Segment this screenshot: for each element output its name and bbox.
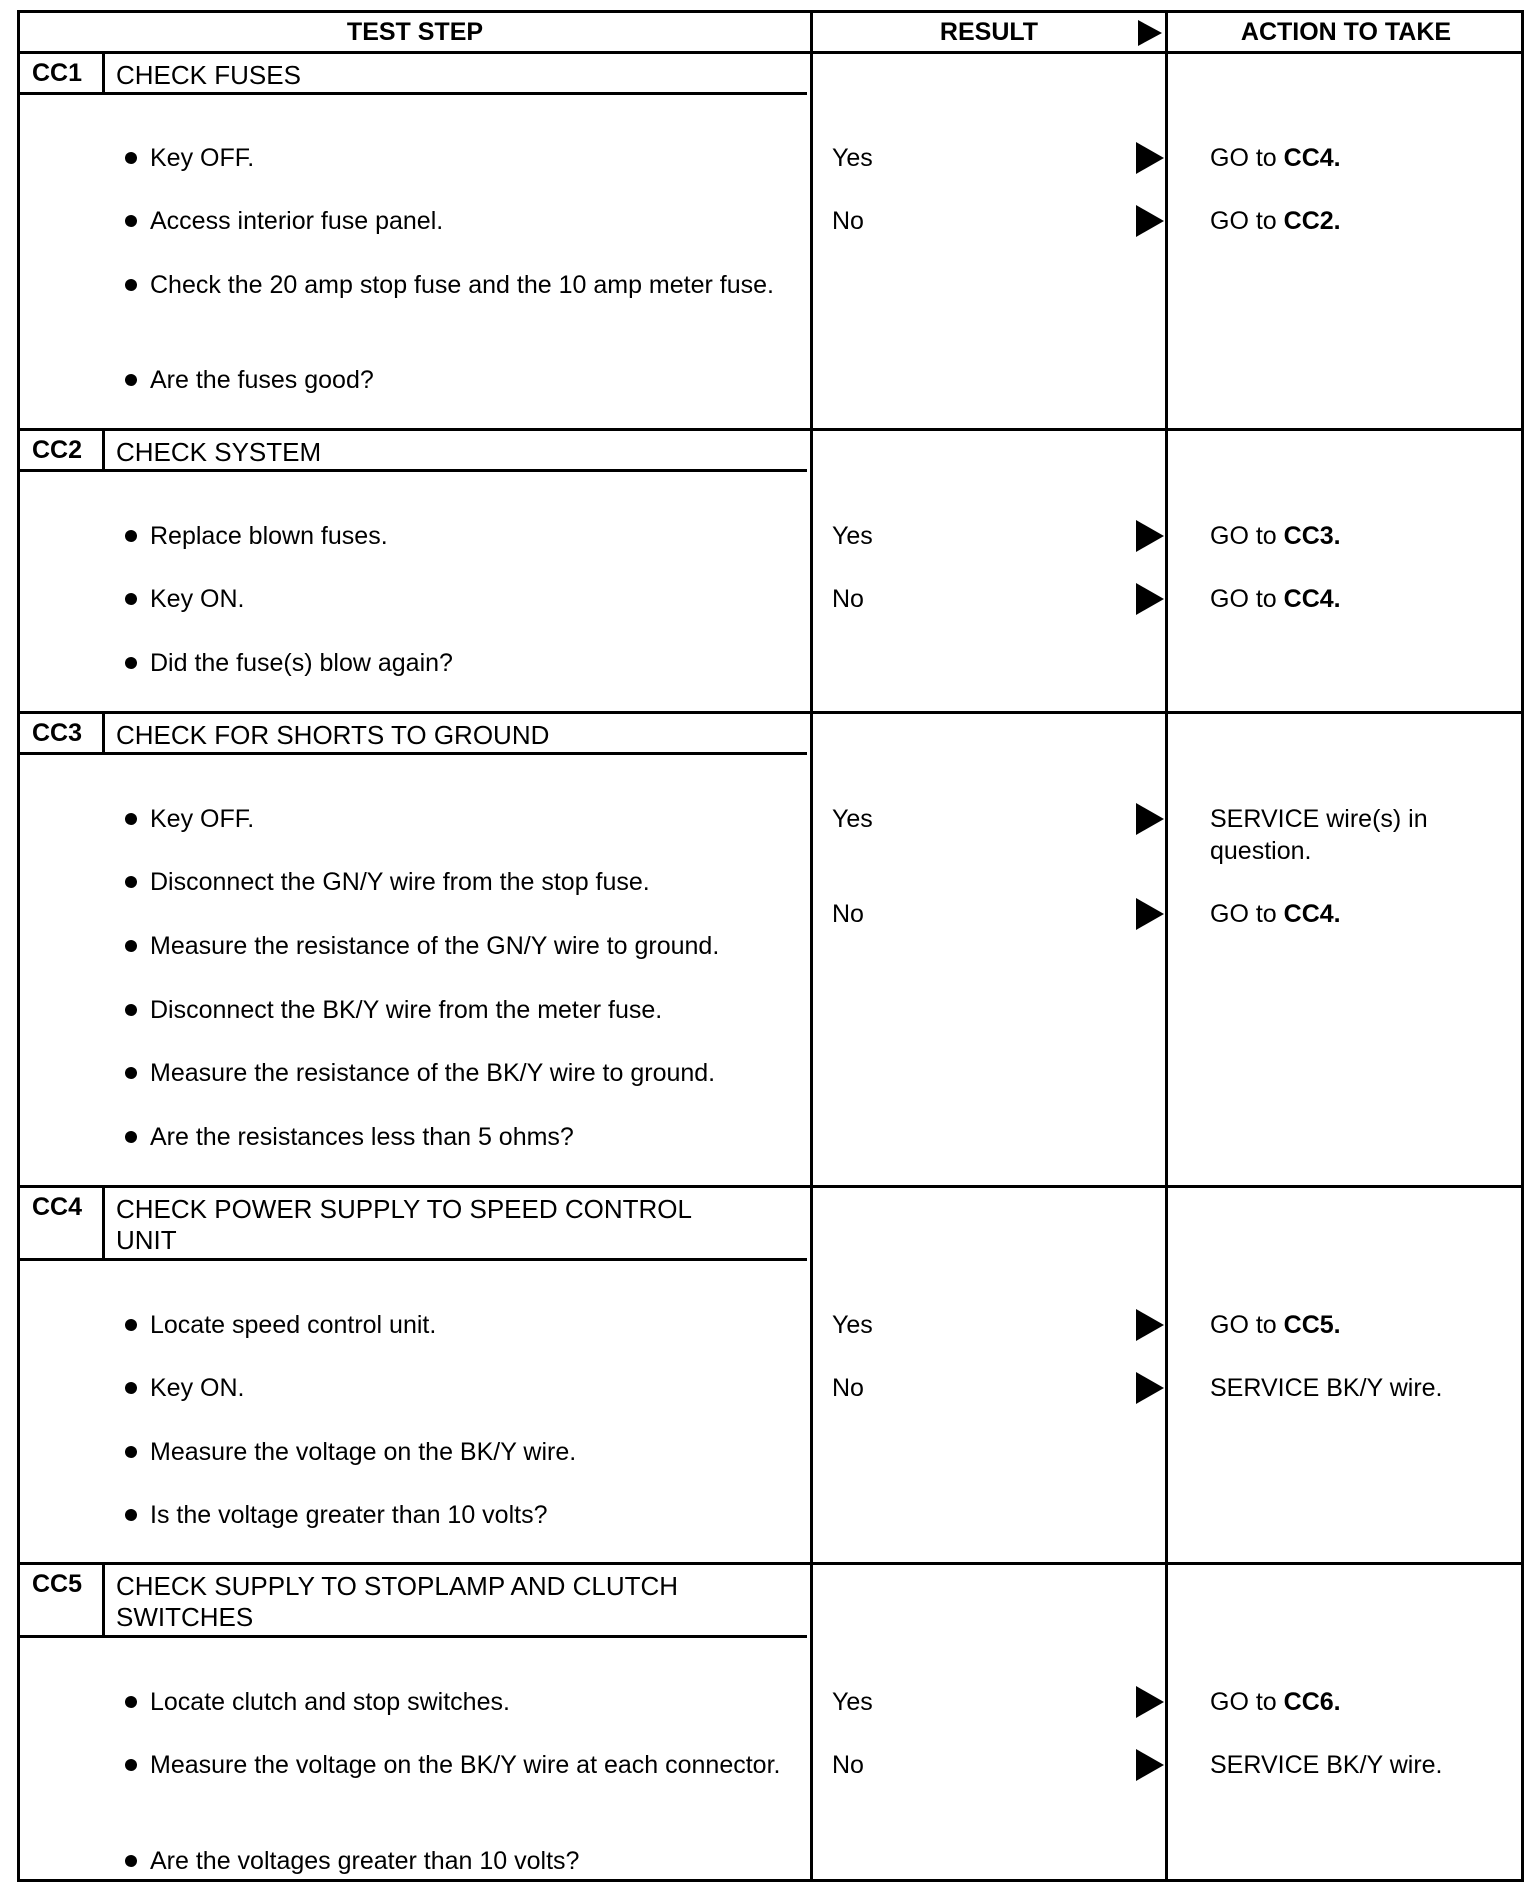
step-bullet: Locate speed control unit. [125,1309,810,1341]
arrow-right-icon [1136,142,1164,174]
result-yes: Yes [832,522,873,550]
action-prefix: SERVICE BK/Y wire. [1210,1751,1443,1779]
action-prefix: GO to [1210,144,1284,172]
action-target: CC5. [1283,1311,1341,1339]
action-target: CC4. [1283,585,1341,613]
result-no: No [832,1751,864,1779]
action-target: CC6. [1283,1688,1341,1716]
step-bullet: Disconnect the GN/Y wire from the stop fuse. [125,866,810,898]
step-bullet: Key OFF. [125,142,810,174]
result-yes: Yes [832,805,873,833]
step-bullet: Measure the resistance of the BK/Y wire to ground. [125,1057,810,1089]
action-prefix: GO to [1210,585,1284,613]
arrow-right-icon [1136,1686,1164,1718]
result-yes: Yes [832,144,873,172]
action-prefix: SERVICE BK/Y wire. [1210,1374,1443,1402]
step-title: CHECK SYSTEM [116,437,322,467]
result-no: No [832,1374,864,1402]
action-text [1210,803,1490,867]
step-bullet: Disconnect the BK/Y wire from the meter fuse. [125,994,810,1026]
title-divider [20,1258,807,1261]
arrow-right-icon [1136,1372,1164,1404]
step-title: CHECK POWER SUPPLY TO SPEED CONTROL UNIT [116,1194,692,1255]
arrow-right-icon [1136,583,1164,615]
step-bullet: Are the resistances less than 5 ohms? [125,1121,810,1153]
header-action: ACTION TO TAKE [1240,18,1452,46]
action-prefix: GO to [1210,1688,1284,1716]
result-no: No [832,585,864,613]
step-id: CC4 [20,1188,105,1258]
step-id: CC1 [20,54,105,94]
title-divider [20,469,807,472]
row-divider [20,711,1521,714]
action-target: CC4. [1283,900,1341,928]
step-bullet: Replace blown fuses. [125,520,810,552]
action-text [1210,1749,1510,1781]
action-text [1210,1686,1510,1718]
diagnostic-table [17,10,1524,1882]
header-divider [20,51,1521,54]
step-bullet: Key OFF. [125,803,810,835]
action-text [1210,1372,1510,1404]
title-divider [20,92,807,95]
result-no: No [832,900,864,928]
step-bullet: Measure the voltage on the BK/Y wire at each connector. [125,1749,810,1781]
step-bullet: Access interior fuse panel. [125,205,810,237]
step-id: CC2 [20,431,105,471]
action-prefix: SERVICE wire(s) in question. [1210,805,1428,865]
row-divider [20,1185,1521,1188]
arrow-right-icon [1136,1309,1164,1341]
column-divider-action [1165,13,1168,1879]
step-bullet: Did the fuse(s) blow again? [125,647,810,679]
step-bullet: Check the 20 amp stop fuse and the 10 amp meter fuse. [125,269,810,301]
action-prefix: GO to [1210,1311,1284,1339]
arrow-right-icon [1136,520,1164,552]
step-bullet: Key ON. [125,1372,810,1404]
title-divider [20,752,807,755]
action-prefix: GO to [1210,522,1284,550]
step-id: CC5 [20,1565,105,1635]
arrow-right-icon [1136,803,1164,835]
action-text [1210,205,1510,237]
header-arrow-icon [1138,20,1162,46]
step-bullet: Key ON. [125,583,810,615]
result-yes: Yes [832,1311,873,1339]
arrow-right-icon [1136,1749,1164,1781]
action-prefix: GO to [1210,900,1284,928]
arrow-right-icon [1136,205,1164,237]
action-prefix: GO to [1210,207,1284,235]
row-divider [20,428,1521,431]
step-title: CHECK SUPPLY TO STOPLAMP AND CLUTCH SWITCHES [116,1571,679,1632]
row-divider [20,1562,1521,1565]
action-text [1210,898,1510,930]
step-bullet: Are the voltages greater than 10 volts? [125,1845,810,1877]
arrow-right-icon [1136,898,1164,930]
result-no: No [832,207,864,235]
column-divider-result [810,13,813,1879]
header-result: RESULT [939,18,1039,46]
action-text [1210,1309,1510,1341]
step-bullet: Locate clutch and stop switches. [125,1686,810,1718]
action-target: CC4. [1283,144,1341,172]
step-bullet: Is the voltage greater than 10 volts? [125,1499,810,1531]
title-divider [20,1635,807,1638]
header-test-step: TEST STEP [346,18,484,46]
action-target: CC2. [1283,207,1341,235]
action-text [1210,583,1510,615]
step-title: CHECK FOR SHORTS TO GROUND [116,720,550,750]
step-bullet: Measure the resistance of the GN/Y wire to ground. [125,930,810,962]
action-target: CC3. [1283,522,1341,550]
action-text [1210,142,1510,174]
step-title: CHECK FUSES [116,60,301,90]
step-bullet: Measure the voltage on the BK/Y wire. [125,1436,810,1468]
result-yes: Yes [832,1688,873,1716]
step-id: CC3 [20,714,105,754]
step-bullet: Are the fuses good? [125,364,810,396]
action-text [1210,520,1510,552]
